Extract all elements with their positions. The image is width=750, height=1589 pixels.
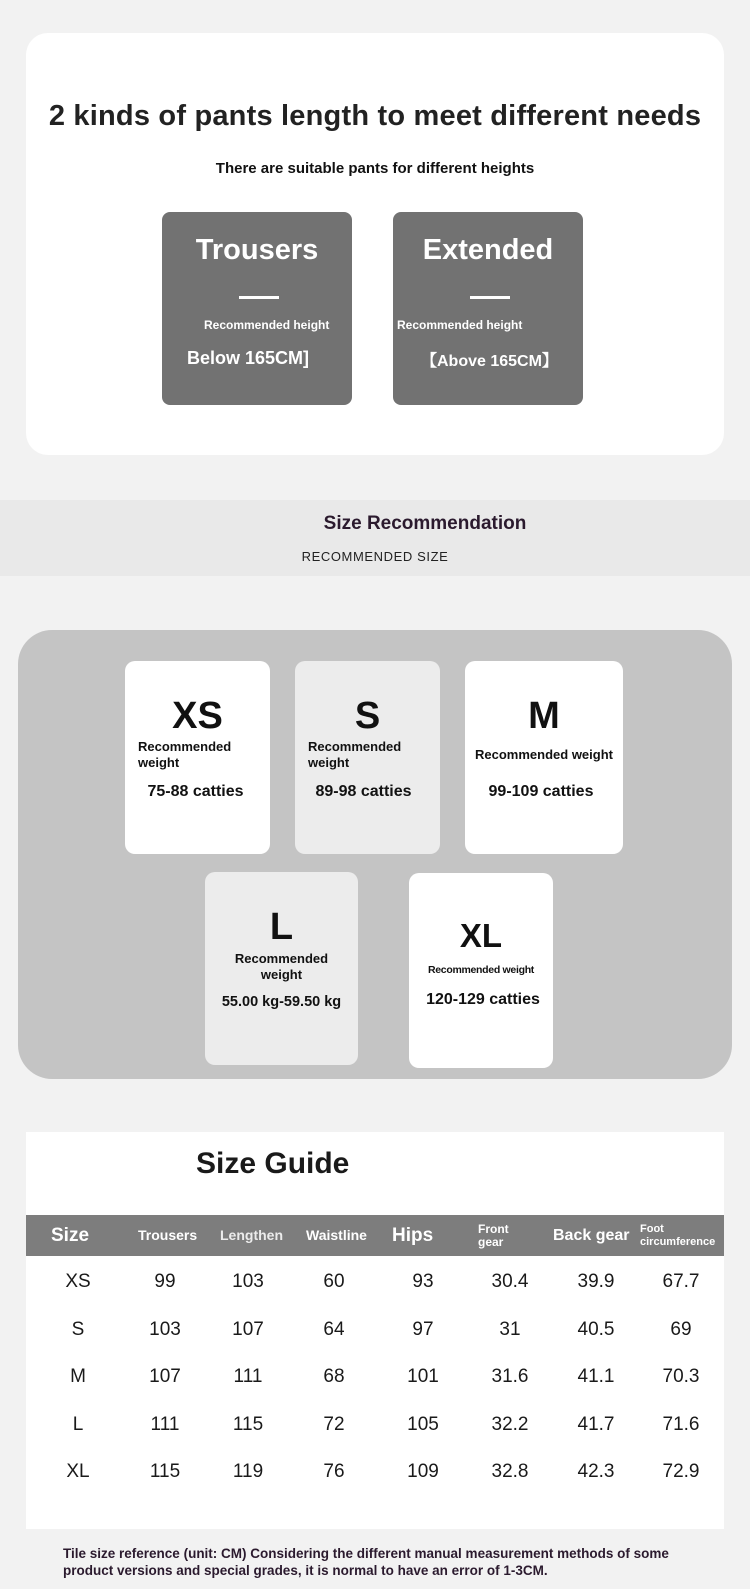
cell-waistline: 76 [323,1461,345,1482]
cell-back-gear: 42.3 [577,1461,615,1482]
size-m-rec-label: Recommended weight [475,747,613,762]
size-card-xl [409,873,553,1068]
cell-back-gear: 41.1 [577,1366,615,1387]
cell-foot-circumference: 72.9 [662,1461,700,1482]
extended-length-box [393,212,583,405]
size-xs-weight: 75-88 catties [147,783,244,800]
size-card-l [205,872,358,1065]
cell-size: M [70,1366,86,1387]
extended-height-range: 【Above 165CM】 [421,353,558,370]
header-hips: Hips [392,1225,434,1246]
size-card-m [465,661,623,854]
size-l-weight: 55.00 kg-59.50 kg [221,994,342,1010]
cell-front-gear: 31.6 [491,1366,529,1387]
cell-front-gear: 30.4 [491,1271,529,1292]
cell-hips: 105 [407,1414,439,1435]
size-recommendation-subtitle: RECOMMENDED SIZE [301,549,449,564]
cell-lengthen: 119 [232,1461,264,1482]
cell-lengthen: 111 [233,1366,263,1387]
cell-trousers: 111 [150,1414,180,1435]
cell-size: L [72,1414,84,1435]
size-card-s [295,661,440,854]
cell-back-gear: 41.7 [577,1414,615,1435]
size-xs-label: XS [172,695,223,737]
cell-back-gear: 40.5 [577,1319,615,1340]
size-s-weight: 89-98 catties [315,783,412,800]
cell-foot-circumference: 67.7 [662,1271,700,1292]
size-xs-rec-label: Recommended weight [138,739,232,770]
size-footnote: Tile size reference (unit: CM) Considering the different manual measurement methods of some product versions and special grades, it is normal to have an error of 1-3CM. [63,1546,669,1578]
cell-foot-circumference: 71.6 [662,1414,700,1435]
size-xl-label: XL [459,917,503,954]
header-foot-circumference: Foot circumference [640,1222,716,1248]
cell-waistline: 60 [323,1271,345,1292]
cell-waistline: 64 [323,1319,345,1340]
header-back-gear: Back gear [553,1227,630,1244]
size-l-rec-label: Recommended weight [234,951,329,982]
size-m-label: M [528,695,560,737]
cell-hips: 101 [407,1366,439,1387]
cell-lengthen: 103 [232,1271,264,1292]
cell-lengthen: 107 [232,1319,264,1340]
trousers-length-box [162,212,352,405]
size-xl-weight: 120-129 catties [426,991,540,1008]
cell-size: XS [65,1271,91,1292]
cell-hips: 109 [407,1461,439,1482]
header-size: Size [51,1225,90,1246]
size-m-weight: 99-109 catties [488,783,594,800]
pants-length-card [26,33,724,455]
cell-trousers: 103 [149,1319,181,1340]
cell-trousers: 107 [149,1366,181,1387]
trousers-divider [239,296,279,299]
cell-waistline: 72 [323,1414,345,1435]
cell-waistline: 68 [323,1366,345,1387]
cell-front-gear: 32.2 [491,1414,529,1435]
header-front-gear: Front gear [478,1221,509,1249]
header-waistline: Waistline [306,1227,367,1243]
pants-length-subtitle: There are suitable pants for different heights [215,160,535,177]
cell-hips: 93 [412,1271,434,1292]
trousers-height-range: Below 165CM] [187,348,310,368]
size-recommendation-band [0,500,750,576]
trousers-name: Trousers [195,234,319,266]
extended-divider [470,296,510,299]
header-lengthen: Lengthen [220,1227,283,1243]
size-table-header [26,1215,724,1256]
extended-rec-label: Recommended height [397,318,523,332]
cell-size: S [71,1319,85,1340]
cell-hips: 97 [412,1319,434,1340]
cell-front-gear: 31 [499,1319,521,1340]
size-s-rec-label: Recommended weight [308,739,402,770]
cell-trousers: 115 [149,1461,181,1482]
size-guide-title: Size Guide [196,1147,350,1180]
cell-front-gear: 32.8 [491,1461,529,1482]
size-xl-rec-label: Recommended weight [427,964,535,976]
cell-lengthen: 115 [232,1414,264,1435]
cell-trousers: 99 [154,1271,176,1292]
cell-size: XL [66,1461,90,1482]
cell-foot-circumference: 70.3 [662,1366,700,1387]
size-s-label: S [354,695,381,737]
size-recommendation-title: Size Recommendation [323,513,527,534]
extended-name: Extended [422,234,554,266]
size-l-label: L [269,906,294,948]
pants-length-title: 2 kinds of pants length to meet different needs [48,100,702,132]
trousers-rec-label: Recommended height [204,318,330,332]
size-card-xs [125,661,270,854]
cell-back-gear: 39.9 [577,1271,615,1292]
header-trousers: Trousers [138,1227,198,1243]
cell-foot-circumference: 69 [670,1319,692,1340]
